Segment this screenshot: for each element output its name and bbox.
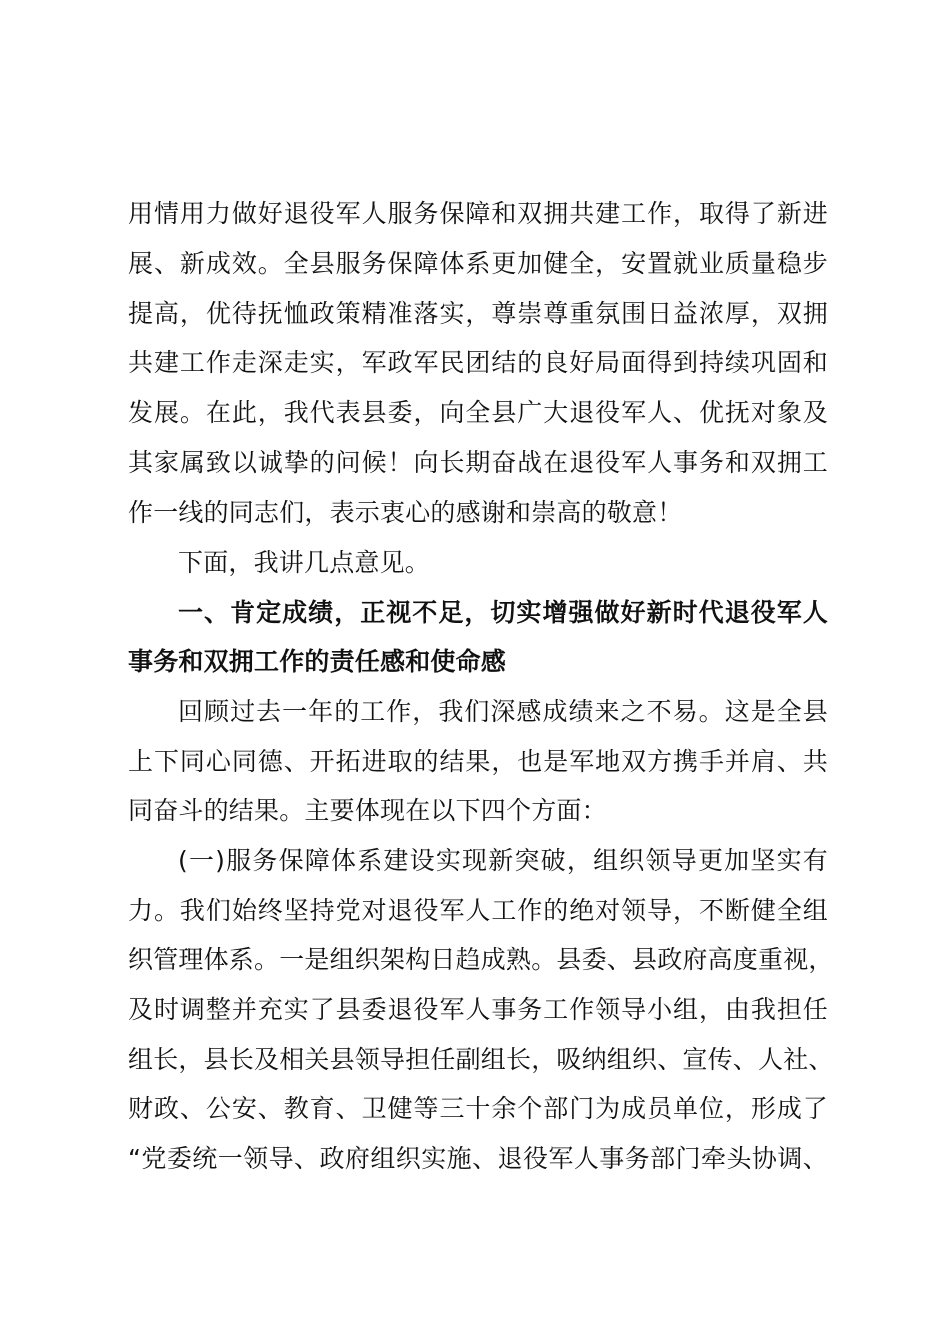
text-line: 力。我们始终坚持党对退役军人工作的绝对领导，不断健全组 — [128, 896, 828, 925]
text-line: 提高，优待抚恤政策精准落实，尊崇尊重氛围日益浓厚，双拥 — [128, 299, 828, 328]
text-line: 及时调整并充实了县委退役军人事务工作领导小组，由我担任 — [128, 995, 828, 1024]
text-line: 回顾过去一年的工作，我们深感成绩来之不易。这是全县 — [178, 697, 828, 726]
section-heading-line: 一、肯定成绩，正视不足，切实增强做好新时代退役军人 — [178, 598, 828, 627]
text-line: 其家属致以诚挚的问候！向长期奋战在退役军人事务和双拥工 — [128, 448, 828, 477]
text-line: 下面，我讲几点意见。 — [178, 548, 431, 577]
text-line: 财政、公安、教育、卫健等三十余个部门为成员单位，形成了 — [128, 1094, 828, 1123]
text-line: “党委统一领导、政府组织实施、退役军人事务部门牵头协调、 — [128, 1144, 828, 1173]
text-line: 用情用力做好退役军人服务保障和双拥共建工作，取得了新进 — [128, 199, 828, 228]
text-line: 上下同心同德、开拓进取的结果，也是军地双方携手并肩、共 — [128, 747, 828, 776]
section-heading-line: 事务和双拥工作的责任感和使命感 — [128, 647, 507, 676]
text-line: 组长，县长及相关县领导担任副组长，吸纳组织、宣传、人社、 — [128, 1045, 834, 1074]
text-line: 作一线的同志们，表示衷心的感谢和崇高的敬意！ — [128, 498, 683, 527]
text-line: 同奋斗的结果。主要体现在以下四个方面： — [128, 796, 607, 825]
text-line: (一)服务保障体系建设实现新突破，组织领导更加坚实有 — [178, 846, 828, 875]
text-line: 发展。在此，我代表县委，向全县广大退役军人、优抚对象及 — [128, 398, 828, 427]
text-line: 展、新成效。全县服务保障体系更加健全，安置就业质量稳步 — [128, 249, 828, 278]
text-line: 织管理体系。一是组织架构日趋成熟。县委、县政府高度重视， — [128, 945, 834, 974]
text-line: 共建工作走深走实，军政军民团结的良好局面得到持续巩固和 — [128, 348, 828, 377]
